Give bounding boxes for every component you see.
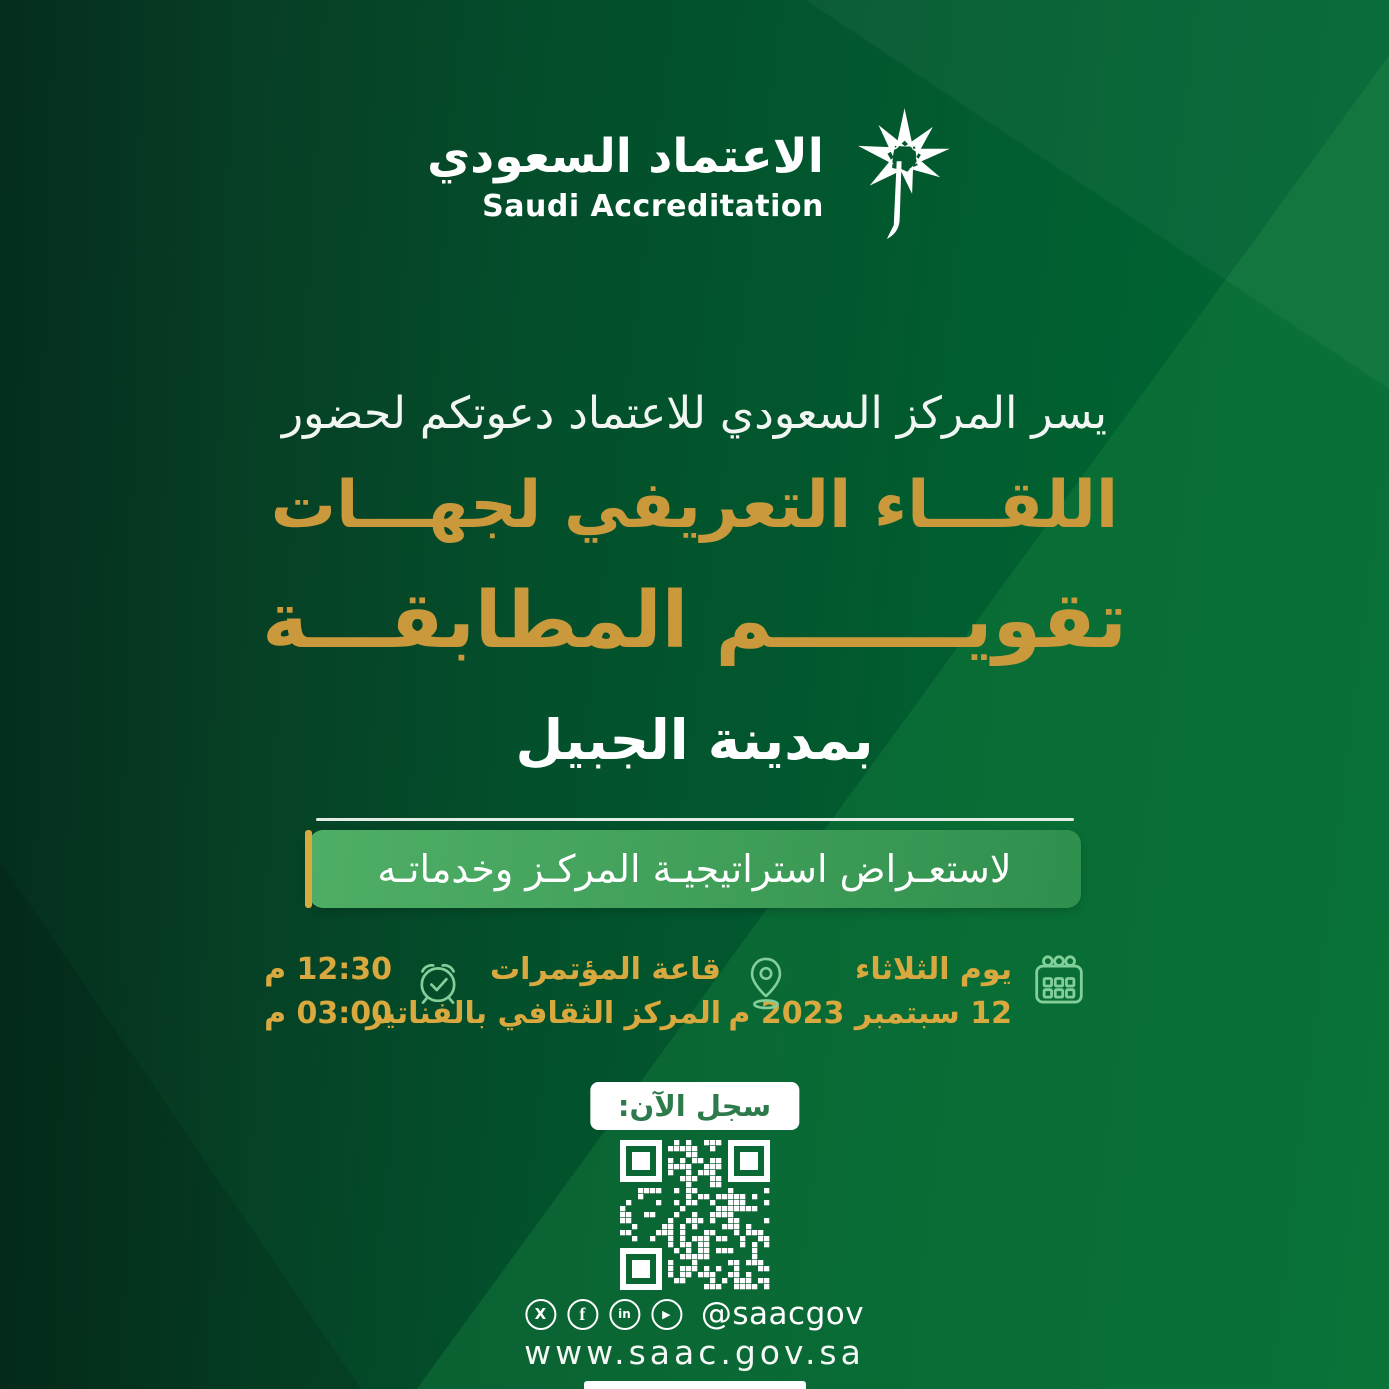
facebook-icon[interactable] <box>567 1299 598 1330</box>
event-time <box>264 948 468 1035</box>
event-title-line2: تقويـــــــم المطابقـــة <box>262 576 1127 666</box>
register-now-badge <box>590 1082 799 1130</box>
youtube-icon[interactable] <box>651 1299 682 1330</box>
brand-name-english: Saudi Accreditation <box>482 188 824 224</box>
event-date-value: 12 سبتمبر 2023 م <box>728 995 1012 1031</box>
x-glyph: X <box>534 1305 547 1323</box>
bottom-bar <box>584 1381 806 1389</box>
tagline-banner <box>309 830 1081 908</box>
x-icon[interactable] <box>525 1299 556 1330</box>
tagline-text: لاستعـراض استراتيجيـة المركـز وخدماتـه <box>377 847 1012 891</box>
event-title-line1: اللقـــاء التعريفي لجهـــات <box>270 468 1119 543</box>
starburst-logo-icon <box>844 104 962 252</box>
event-venue: قاعة المؤتمرات <box>490 952 721 987</box>
facebook-glyph: f <box>579 1303 586 1324</box>
event-day: يوم الثلاثاء <box>855 952 1012 987</box>
social-handle[interactable]: @saacgov <box>700 1296 865 1332</box>
brand-wordmark <box>427 129 824 224</box>
location-pin-icon <box>737 948 795 1012</box>
event-end-time: 03:00 م <box>264 995 392 1031</box>
calendar-icon <box>1028 948 1090 1012</box>
event-city: بمدينة الجبيل <box>515 708 874 772</box>
brand-name-arabic: الاعتماد السعودي <box>427 129 824 185</box>
invitation-intro: يسر المركز السعودي للاعتماد دعوتكم لحضور <box>281 388 1108 439</box>
event-start-time: 12:30 م <box>264 952 392 987</box>
social-links-row <box>525 1296 864 1332</box>
linkedin-icon[interactable] <box>609 1299 640 1330</box>
website-url[interactable]: www.saac.gov.sa <box>524 1333 865 1372</box>
qr-code <box>620 1140 770 1290</box>
brand-logo <box>427 104 962 252</box>
gold-accent-bar <box>305 830 312 908</box>
linkedin-glyph: in <box>618 1307 631 1321</box>
register-now-label: سجل الآن: <box>617 1089 772 1123</box>
alarm-clock-icon <box>408 948 468 1012</box>
event-venue-detail: المركز الثقافي بالفناتير <box>365 995 721 1031</box>
divider-line <box>316 818 1074 821</box>
youtube-glyph: ▶ <box>662 1308 671 1321</box>
